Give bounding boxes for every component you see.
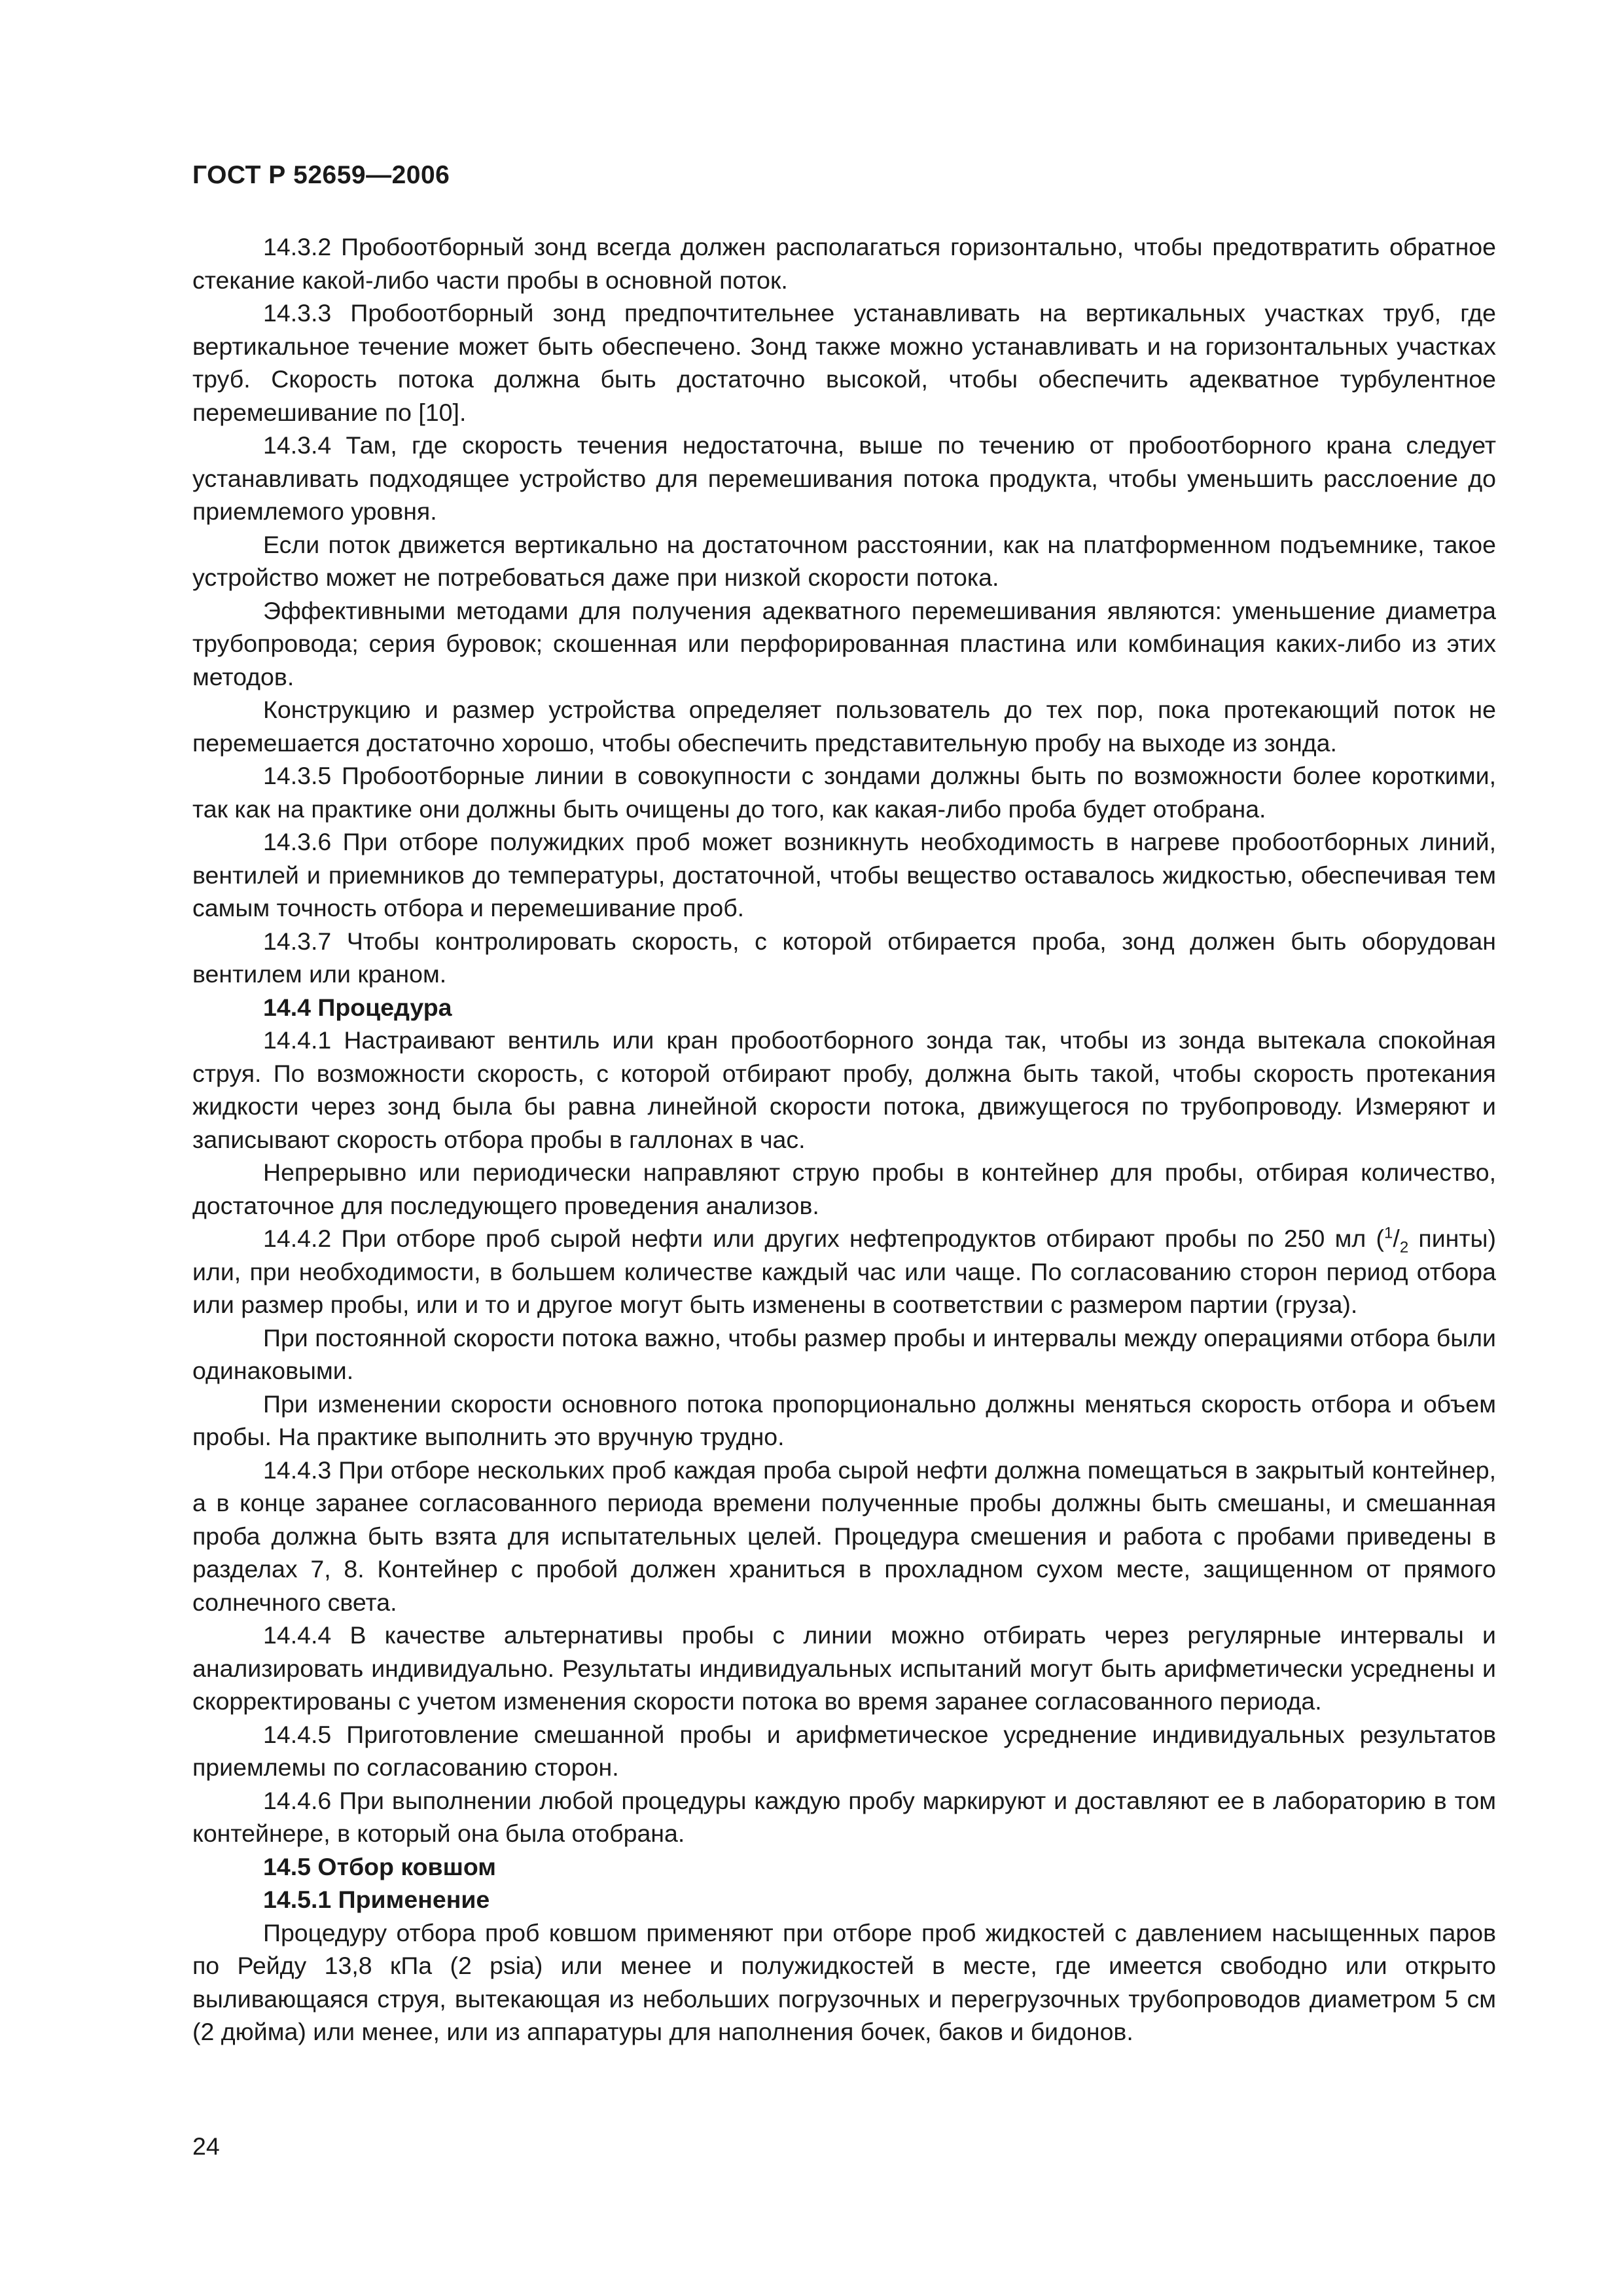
paragraph-variable-flow: При изменении скорости основного потока пропорционально должны меняться скорость отбора и объем пробы. На практике выполнить это вручную трудно.: [192, 1390, 1496, 1450]
paragraph-14-3-3: 14.3.3 Пробоотборный зонд предпочтительнее устанавливать на вертикальных участках труб, где вертикальное течение может быть обеспечено. Зонд также можно устанавливать и на горизонтальных участках труб. Скорость потока должна быть достаточно высокой, чтобы обеспечить адекватное турбулентное перемешивание по [10].: [192, 299, 1496, 426]
paragraph-14-3-7: 14.3.7 Чтобы контролировать скорость, с которой отбирается проба, зонд должен быть оборудован вентилем или краном.: [192, 927, 1496, 988]
paragraph-14-4-2-start: 14.4.2 При отборе проб сырой нефти или других нефтепродуктов отбирают пробы по 250 мл (: [263, 1225, 1385, 1252]
section-heading-14-5-1: 14.5.1 Применение: [263, 1886, 490, 1913]
paragraph-14-4-3: 14.4.3 При отборе нескольких проб каждая проба сырой нефти должна помещаться в закрытый контейнер, а в конце заранее согласованного периода времени полученные пробы должны быть смешаны, и смешанная проба должна быть взята для испытательных целей. Процедура смешения и работа с пробами приведены в разделах 7, 8. Контейнер с пробой должен храниться в прохладном сухом месте, защищенном от прямого солнечного света.: [192, 1456, 1496, 1616]
paragraph-continuous-flow: Непрерывно или периодически направляют струю пробы в контейнер для пробы, отбирая количество, достаточное для последующего проведения анализов.: [192, 1158, 1496, 1219]
standard-header: ГОСТ Р 52659—2006: [192, 161, 450, 189]
fraction-denominator: 2: [1399, 1238, 1409, 1257]
paragraph-bucket-sampling: Процедуру отбора проб ковшом применяют при отборе проб жидкостей с давлением насыщенных паров по Рейду 13,8 кПа (2 psia) или менее и полужидкостей в месте, где имеется свободно или открыто выливающаяся струя, вытекающая из небольших погрузочных и перегрузочных трубопроводов диаметром 5 см (2 дюйма) или менее, или из аппаратуры для наполнения бочек, баков и бидонов.: [192, 1918, 1496, 2045]
section-heading-14-5: 14.5 Отбор ковшом: [263, 1852, 496, 1880]
paragraph-14-4-1: 14.4.1 Настраивают вентиль или кран пробоотборного зонда так, чтобы из зонда вытекала спокойная струя. По возможности скорость, с которой отбирают пробу, должна быть такой, чтобы скорость протекания жидкости через зонд была бы равна линейной скорости потока, движущегося по трубопроводу. Измеряют и записывают скорость отбора пробы в галлонах в час.: [192, 1026, 1496, 1153]
paragraph-constant-flow: При постоянной скорости потока важно, чтобы размер пробы и интервалы между операциями отбора были одинаковыми.: [192, 1323, 1496, 1384]
paragraph-14-4-2: 14.4.2 При отборе проб сырой нефти или других нефтепродуктов отбирают пробы по 250 мл ($^1/_2$ пинты) или, при необходимости, в большем количестве каждый час или чаще. По согласованию сторон период отбора или размер пробы, или и то и другое могут быть изменены в соответствии с размером партии (груза).: [192, 1224, 1496, 1318]
section-heading-14-4: 14.4 Процедура: [263, 993, 452, 1021]
paragraph-14-3-6: 14.3.6 При отборе полужидких проб может возникнуть необходимость в нагреве пробоотборных линий, вентилей и приемников до температуры, достаточной, чтобы вещество оставалось жидкостью, обеспечивая тем самым точность отбора и перемешивание проб.: [192, 828, 1496, 922]
document-body: [192, 230, 1496, 2049]
paragraph-14-3-2: 14.3.2 Пробоотборный зонд всегда должен располагаться горизонтально, чтобы предотвратить обратное стекание какой-либо части пробы в основной поток.: [192, 233, 1496, 294]
paragraph-14-4-2-end: пинты) или, при необходимости, в большем количестве каждый час или чаще. По согласованию сторон период отбора или размер пробы, или и то и другое могут быть изменены в соответствии с размером партии (груза).: [192, 1225, 1496, 1318]
paragraph-14-3-4: 14.3.4 Там, где скорость течения недостаточна, выше по течению от пробоотборного крана следует устанавливать подходящее устройство для перемешивания потока продукта, чтобы уменьшить расслоение до приемлемого уровня.: [192, 431, 1496, 525]
paragraph-14-4-5: 14.4.5 Приготовление смешанной пробы и арифметическое усреднение индивидуальных результатов приемлемы по согласованию сторон.: [192, 1720, 1496, 1781]
page-number: 24: [192, 2132, 220, 2160]
fraction-numerator: 1: [1384, 1224, 1393, 1242]
paragraph-device-design: Конструкцию и размер устройства определяет пользователь до тех пор, пока протекающий поток не перемешается достаточно хорошо, чтобы обеспечить представительную пробу на выходе из зонда.: [192, 696, 1496, 757]
paragraph-14-4-4: 14.4.4 В качестве альтернативы пробы с линии можно отбирать через регулярные интервалы и анализировать индивидуально. Результаты индивидуальных испытаний могут быть арифметически усреднены и скорректированы с учетом изменения скорости потока во время заранее согласованного периода.: [192, 1621, 1496, 1715]
paragraph-vertical-flow: Если поток движется вертикально на достаточном расстоянии, как на платформенном подъемнике, такое устройство может не потребоваться даже при низкой скорости потока.: [192, 530, 1496, 591]
paragraph-14-3-5: 14.3.5 Пробоотборные линии в совокупности с зондами должны быть по возможности более короткими, так как на практике они должны быть очищены до того, как какая-либо проба будет отобрана.: [192, 762, 1496, 823]
paragraph-mixing-methods: Эффективными методами для получения адекватного перемешивания являются: уменьшение диаметра трубопровода; серия буровок; скошенная или перфорированная пластина или комбинация каких-либо из этих методов.: [192, 596, 1496, 691]
paragraph-14-4-6: 14.4.6 При выполнении любой процедуры каждую пробу маркируют и доставляют ее в лабораторию в том контейнере, в который она была отобрана.: [192, 1786, 1496, 1847]
